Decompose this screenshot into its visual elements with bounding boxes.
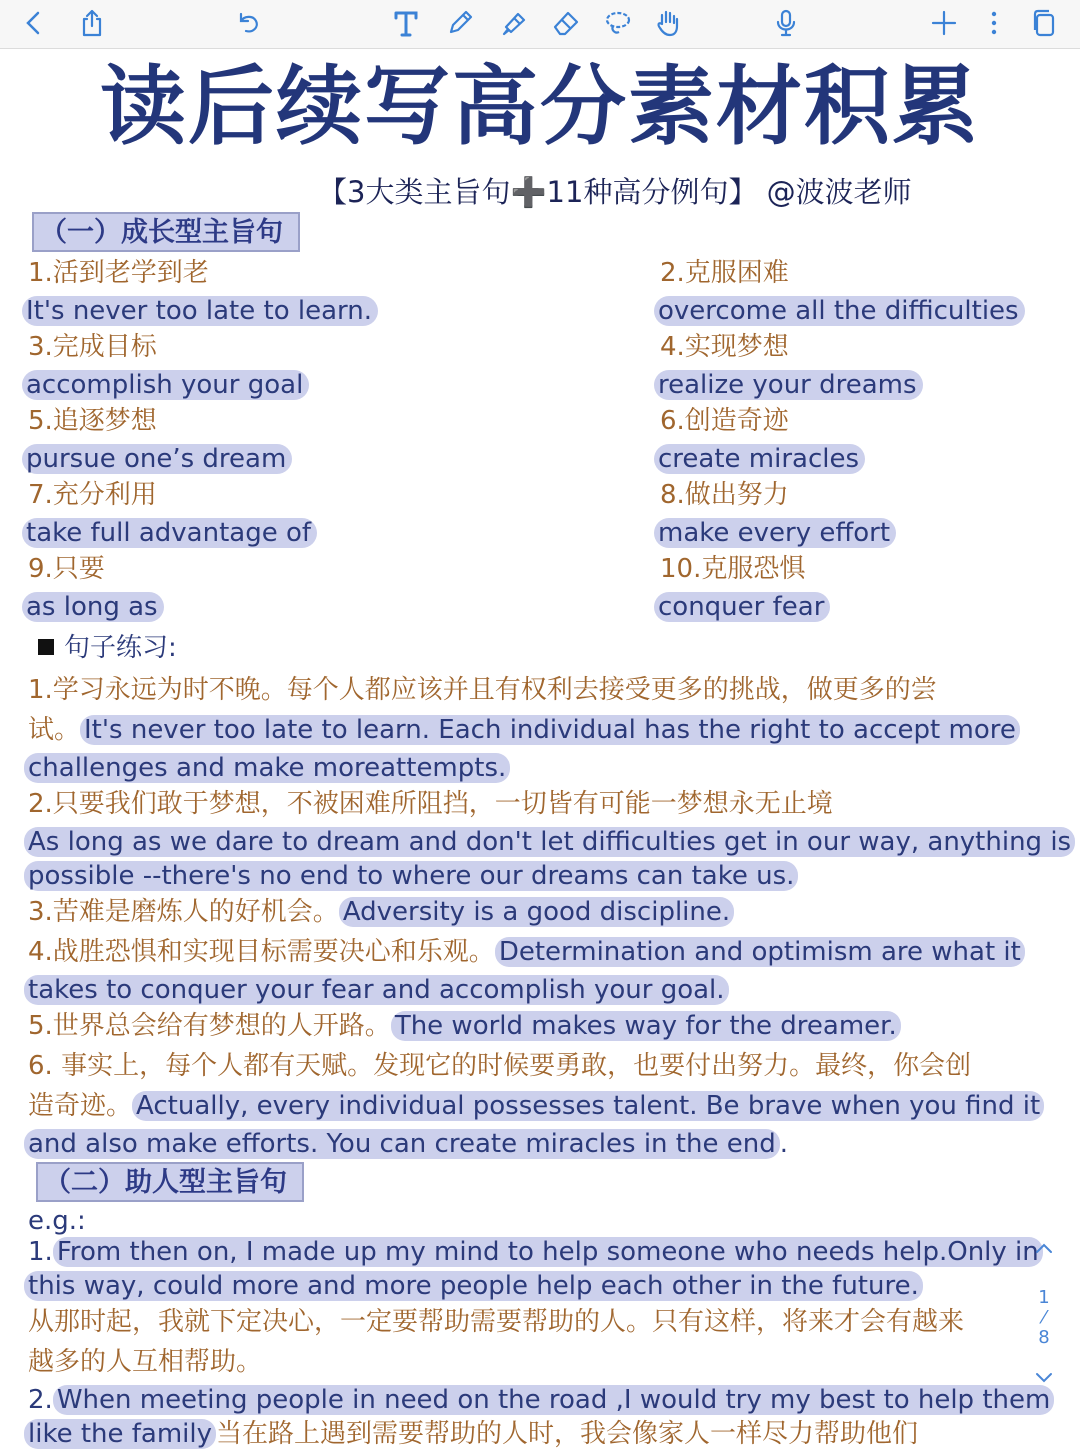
phrase-en: pursue one’s dream	[22, 444, 292, 474]
phrase-en: realize your dreams	[654, 370, 923, 400]
pen-icon	[445, 8, 475, 38]
practice-sentence-1-en	[24, 751, 510, 785]
eraser-icon	[551, 8, 581, 38]
phrase-en: make every effort	[654, 518, 896, 548]
helping-example-1-en	[24, 1269, 923, 1303]
practice-sentence-2-en	[24, 825, 1075, 859]
phrase-en: overcome all the difficulties	[654, 296, 1025, 326]
bullet-square-icon	[38, 639, 54, 655]
microphone-icon	[771, 8, 801, 38]
phrase-cn: 7.充分利用	[28, 480, 157, 510]
lasso-icon	[603, 8, 633, 38]
period-text: .	[779, 1129, 788, 1159]
example-number: 1.	[28, 1237, 53, 1267]
more-button[interactable]	[972, 2, 1016, 44]
plus-icon	[929, 8, 959, 38]
example-label: e.g.:	[28, 1206, 86, 1236]
practice-label-text: 句子练习:	[64, 633, 177, 663]
practice-en-text: possible --there's no end to where our dreams can take us.	[24, 861, 798, 891]
helping-example-1	[28, 1235, 1043, 1269]
section-helping-heading: （二）助人型主旨句	[36, 1162, 304, 1202]
practice-sentence-4-en	[24, 973, 729, 1007]
practice-en-text: As long as we dare to dream and don't let difficulties get in our way, anything is	[24, 827, 1075, 857]
practice-en-text: and also make efforts. You can create miracles in the end	[24, 1129, 780, 1159]
phrase-cn: 6.创造奇迹	[660, 406, 789, 436]
phrase-en: as long as	[22, 592, 164, 622]
practice-sentence-1-cn: 1.学习永远为时不晚。每个人都应该并且有权利去接受更多的挑战，做更多的尝	[28, 675, 937, 705]
toolbar	[0, 0, 1080, 49]
practice-en-text: It's never too late to learn. Each individual has the right to accept more	[80, 715, 1020, 745]
example-number: 2.	[28, 1385, 53, 1415]
practice-en-text: Adversity is a good discipline.	[339, 897, 734, 927]
total-pages: 8	[1038, 1327, 1050, 1348]
practice-en-text: challenges and make moreattempts.	[24, 753, 510, 783]
page-navigator	[1022, 1239, 1066, 1399]
practice-sentence-2-en	[24, 859, 798, 893]
section-growth-heading: （一）成长型主旨句	[32, 212, 300, 252]
text-tool-icon	[391, 8, 421, 38]
phrase-en: accomplish your goal	[22, 370, 309, 400]
practice-cn-text: 试。	[28, 715, 81, 745]
practice-cn-text: 5.世界总会给有梦想的人开路。	[28, 1011, 391, 1041]
hand-tool-button[interactable]	[646, 2, 690, 44]
phrase-en: take full advantage of	[22, 518, 317, 548]
back-button[interactable]	[12, 2, 56, 44]
phrase-cn: 10.克服恐惧	[660, 554, 806, 584]
phrase-cn: 2.克服困难	[660, 258, 789, 288]
current-page: 1	[1038, 1287, 1050, 1308]
more-icon	[979, 8, 1009, 38]
undo-icon	[233, 8, 263, 38]
pages-icon	[1029, 8, 1059, 38]
page-up-button[interactable]	[1022, 1239, 1066, 1269]
practice-sentence-6	[28, 1089, 1044, 1123]
helping-example-1-cn: 从那时起，我就下定决心，一定要帮助需要帮助的人。只有这样，将来才会有越来	[28, 1307, 965, 1337]
practice-sentence-3	[28, 895, 734, 929]
practice-en-text: takes to conquer your fear and accomplish your goal.	[24, 975, 729, 1005]
helping-example-2	[28, 1383, 1054, 1417]
practice-label	[38, 631, 177, 665]
add-page-button[interactable]	[922, 2, 966, 44]
page-subtitle: 【3大类主旨句➕11种高分例句】 @波波老师	[318, 175, 912, 209]
practice-sentence-4	[28, 935, 1025, 969]
page-down-button[interactable]	[1022, 1369, 1066, 1399]
note-page	[0, 49, 1080, 1449]
highlighter-icon	[499, 8, 529, 38]
practice-sentence-6-cn: 6. 事实上，每个人都有天赋。发现它的时候要勇敢，也要付出努力。最终，你会创	[28, 1051, 972, 1081]
helping-en-text: like the family	[24, 1419, 216, 1449]
share-icon	[77, 8, 107, 38]
eraser-tool-button[interactable]	[544, 2, 588, 44]
practice-en-text: Determination and optimism are what it	[495, 937, 1025, 967]
practice-sentence-5	[28, 1009, 901, 1043]
phrase-cn: 5.追逐梦想	[28, 406, 157, 436]
helping-cn-text: 当在路上遇到需要帮助的人时，我会像家人一样尽力帮助他们	[216, 1419, 919, 1449]
helping-en-text: From then on, I made up my mind to help someone who needs help.Only in	[53, 1237, 1043, 1267]
share-button[interactable]	[70, 2, 114, 44]
practice-cn-text: 3.苦难是磨炼人的好机会。	[28, 897, 339, 927]
practice-sentence-2-cn: 2.只要我们敢于梦想，不被困难所阻挡，一切皆有可能一梦想永无止境	[28, 789, 833, 819]
pen-tool-button[interactable]	[438, 2, 482, 44]
practice-sentence-6-en	[24, 1127, 788, 1161]
practice-sentence-1	[28, 713, 1020, 747]
pages-button[interactable]	[1022, 2, 1066, 44]
phrase-en: conquer fear	[654, 592, 830, 622]
phrase-cn: 3.完成目标	[28, 332, 157, 362]
chevron-left-icon	[19, 8, 49, 38]
phrase-cn: 4.实现梦想	[660, 332, 789, 362]
practice-en-text: Actually, every individual possesses talent. Be brave when you find it	[132, 1091, 1044, 1121]
undo-button[interactable]	[226, 2, 270, 44]
highlighter-tool-button[interactable]	[492, 2, 536, 44]
helping-en-text: When meeting people in need on the road ,I would try my best to help them	[53, 1385, 1055, 1415]
practice-cn-text: 4.战胜恐惧和实现目标需要决心和乐观。	[28, 937, 495, 967]
chevron-down-icon	[1034, 1371, 1054, 1385]
phrase-en: It's never too late to learn.	[22, 296, 378, 326]
page-title: 读后续写高分素材积累	[100, 57, 980, 157]
helping-example-1-cn: 越多的人互相帮助。	[28, 1347, 263, 1377]
practice-cn-text: 造奇迹。	[28, 1091, 133, 1121]
helping-example-2-cont	[24, 1417, 918, 1451]
page-separator: ⁄	[1042, 1307, 1046, 1328]
microphone-button[interactable]	[764, 2, 808, 44]
lasso-tool-button[interactable]	[596, 2, 640, 44]
phrase-cn: 1.活到老学到老	[28, 258, 209, 288]
practice-en-text: The world makes way for the dreamer.	[391, 1011, 901, 1041]
phrase-cn: 8.做出努力	[660, 480, 789, 510]
hand-icon	[653, 8, 683, 38]
chevron-up-icon	[1034, 1241, 1054, 1255]
phrase-en: create miracles	[654, 444, 865, 474]
helping-en-text: this way, could more and more people help each other in the future.	[24, 1271, 923, 1301]
text-tool-button[interactable]	[384, 2, 428, 44]
phrase-cn: 9.只要	[28, 554, 105, 584]
